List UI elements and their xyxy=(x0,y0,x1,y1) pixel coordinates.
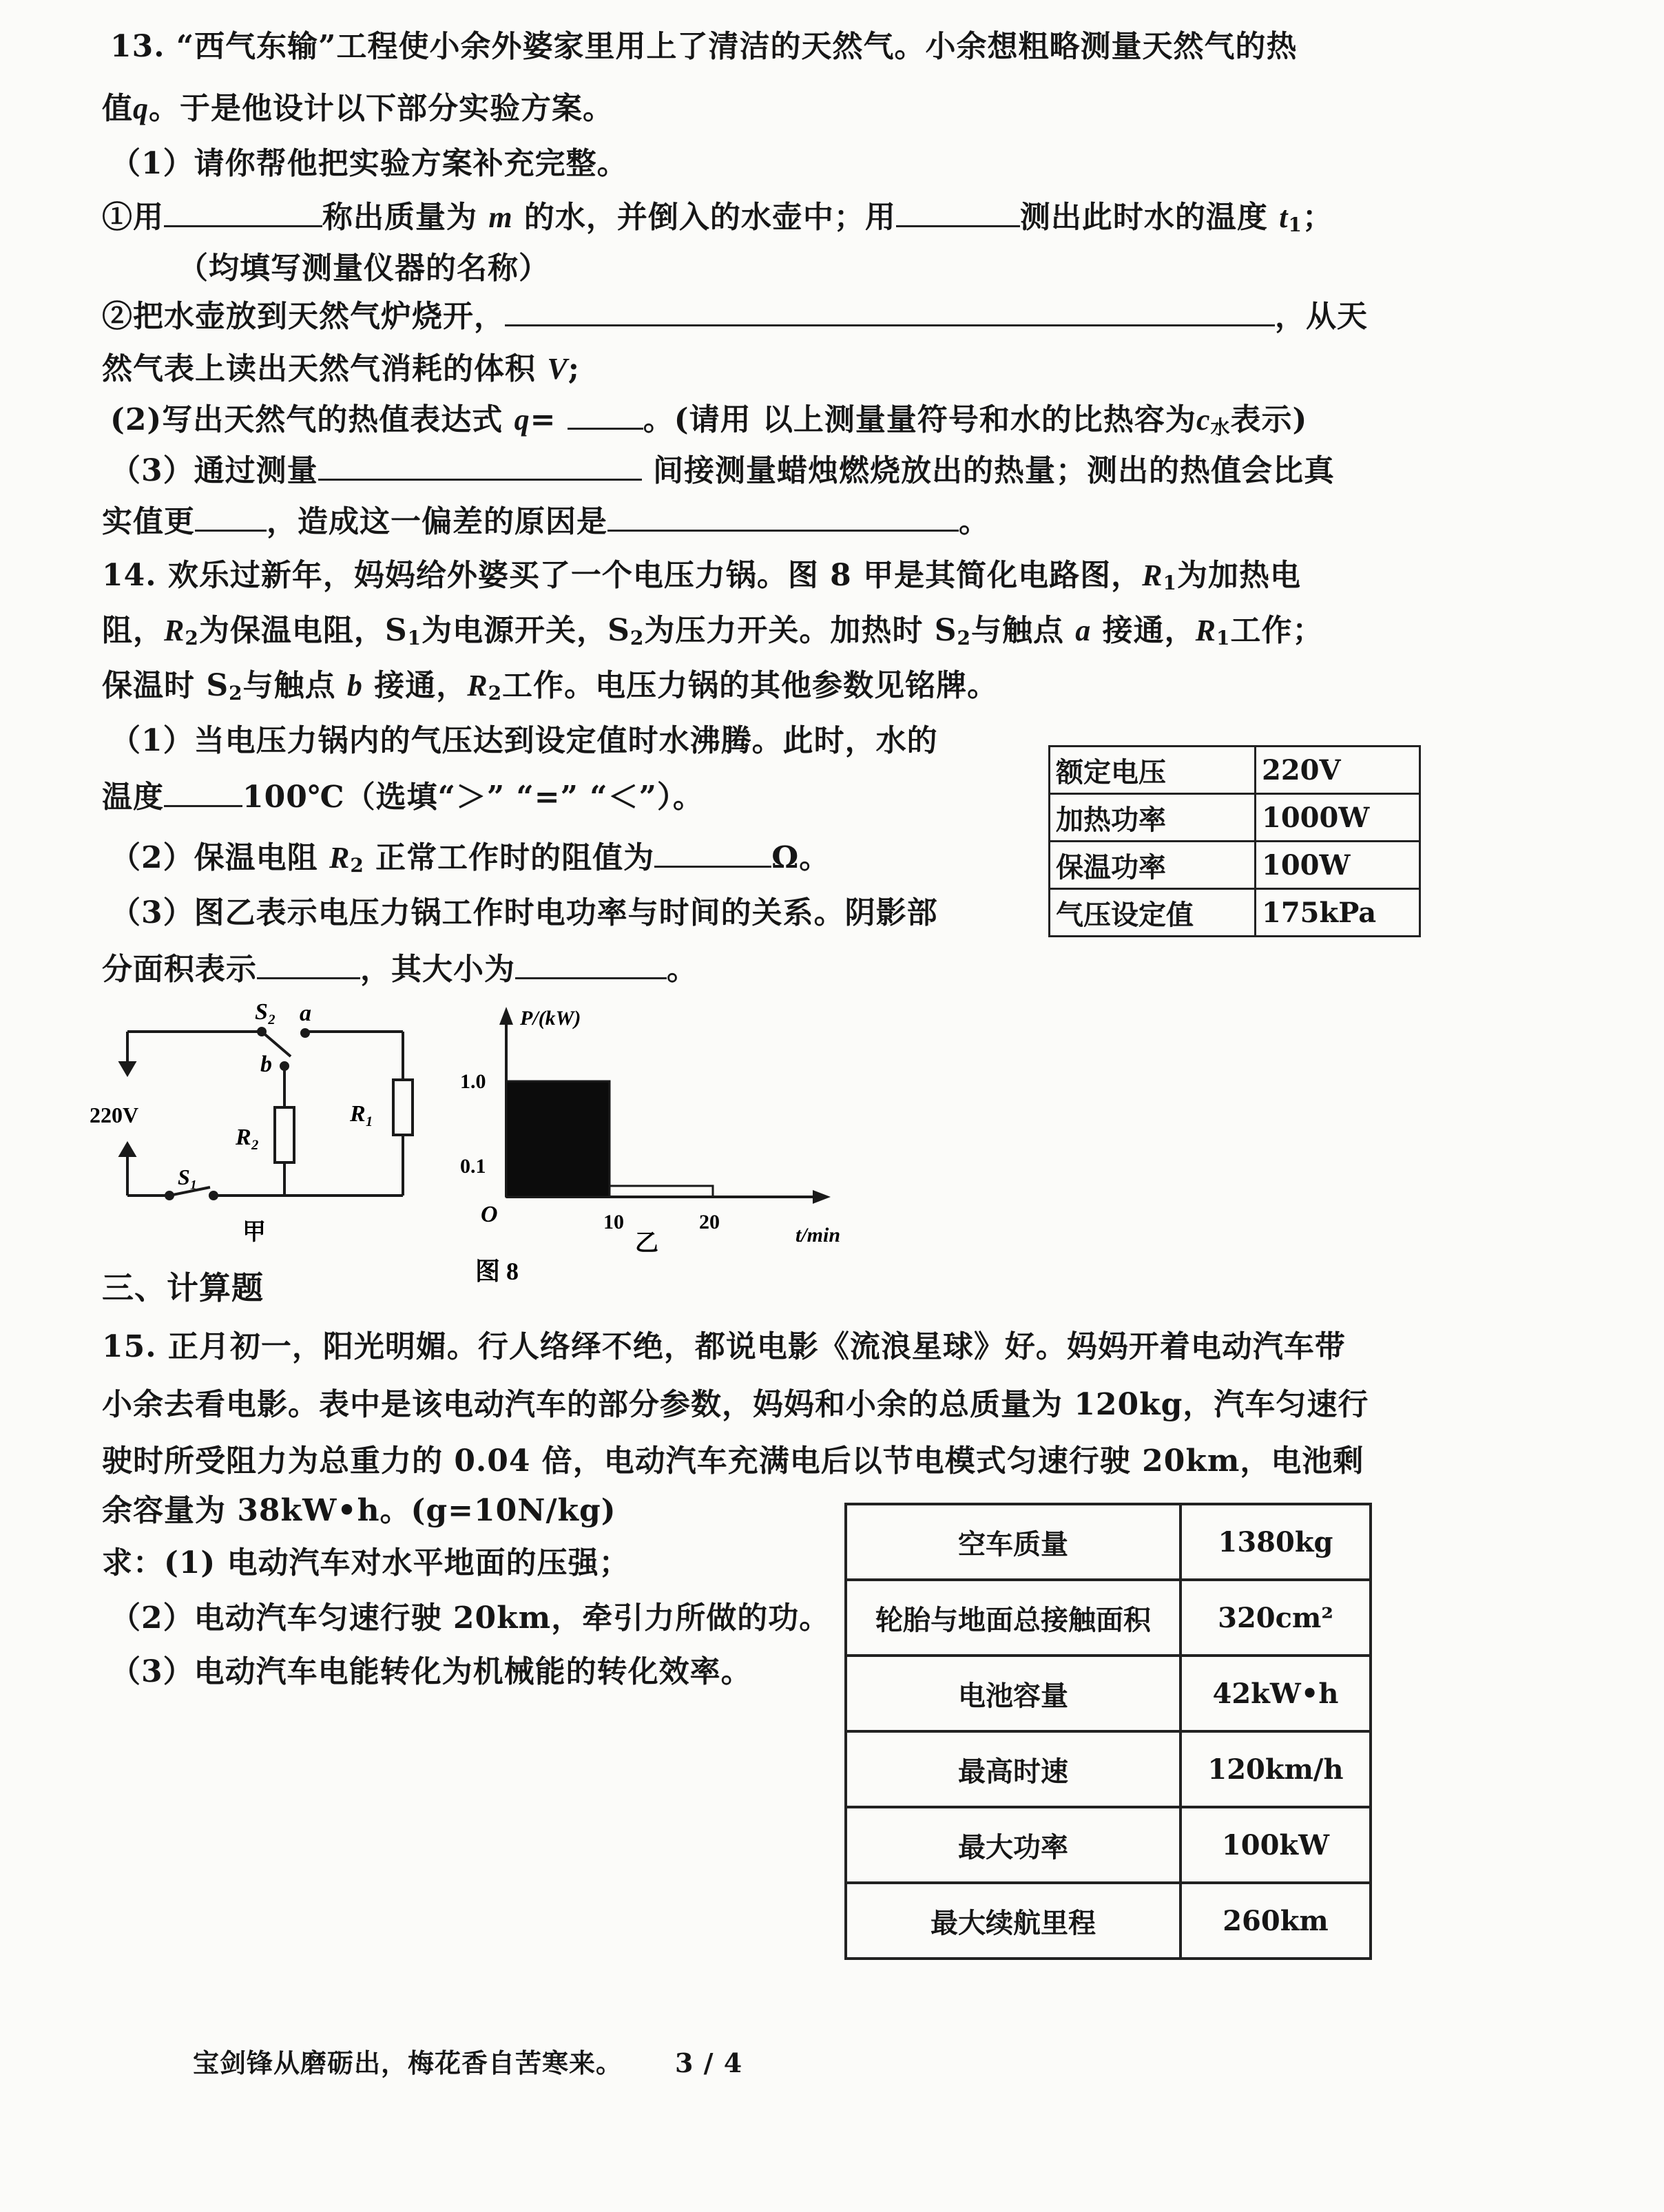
q14-p3-d: 。 xyxy=(667,952,698,987)
nameplate-row xyxy=(1050,794,1420,842)
q14-line2 xyxy=(102,610,1323,651)
q13-step1-note: （均填写测量仪器的名称） xyxy=(178,251,550,286)
x-tick-10: 10 xyxy=(603,1211,624,1233)
r2-resistor xyxy=(275,1107,294,1162)
y-axis-arrow-icon xyxy=(499,1007,513,1025)
car-param-key: 电池容量 xyxy=(846,1656,1181,1731)
car-row xyxy=(846,1807,1371,1883)
q14-p2 xyxy=(110,837,830,879)
q14-p3-line2 xyxy=(102,949,698,990)
q13-step2-b: ，从天 xyxy=(1275,299,1368,334)
car-row xyxy=(846,1580,1371,1656)
graph-caption: 乙 xyxy=(635,1231,658,1256)
q14-p2-b: 正常工作时的阻值为 xyxy=(375,840,655,875)
q14-p2-a: （2）保温电阻 xyxy=(110,840,318,875)
answer-blank-step2[interactable] xyxy=(505,297,1275,326)
q13-step2 xyxy=(102,296,1368,337)
car-param-value: 42kW•h xyxy=(1181,1656,1371,1731)
var-b: b xyxy=(346,669,363,702)
q13-part2-c: 。(请用 以上测量量符号和水的比热容为 xyxy=(643,402,1196,437)
power-time-graph xyxy=(455,997,868,1286)
var-R2-c: R xyxy=(329,841,351,875)
q13-step2-c: 然气表上读出天然气消耗的体积 xyxy=(102,351,536,386)
keep-warm-power-bar xyxy=(610,1186,713,1197)
q13-line2-tail: 。于是他设计以下部分实验方案。 xyxy=(149,91,614,126)
var-R1-b-sub: 1 xyxy=(1216,627,1231,649)
var-q: q xyxy=(133,92,149,125)
label-220v: 220V xyxy=(90,1103,139,1127)
q15-ask2: （2）电动汽车匀速行驶 20km，牵引力所做的功。 xyxy=(110,1600,831,1636)
bars-group xyxy=(506,1081,713,1197)
var-R2: R xyxy=(164,614,185,647)
q15-line3: 驶时所受阻力为总重力的 0.04 倍，电动汽车充满电后以节电模式匀速行驶 20km，电池剩 xyxy=(102,1443,1364,1479)
car-param-value: 1380kg xyxy=(1181,1504,1371,1580)
nameplate-row xyxy=(1050,889,1420,937)
q15-line4: 余容量为 38kW•h。(g=10N/kg) xyxy=(102,1493,616,1528)
q14-line2-f: 接通， xyxy=(1102,613,1196,648)
q13-part3-e: 。 xyxy=(959,504,990,539)
car-param-key: 最大功率 xyxy=(846,1807,1181,1883)
q14-p1-b: 温度 xyxy=(102,780,164,815)
car-param-key: 最高时速 xyxy=(846,1731,1181,1807)
var-R2-b: R xyxy=(467,669,488,702)
s1-sub: 1 xyxy=(407,627,422,649)
q13-step1-d: 测出此时水的温度 xyxy=(1019,200,1268,235)
q13-step1-b: 称出质量为 xyxy=(322,200,477,235)
label-r1: R₁ xyxy=(350,1101,374,1127)
q13-part3-line2 xyxy=(102,501,990,543)
q14-p2-c: Ω。 xyxy=(771,840,831,875)
x-axis-label: t/min xyxy=(795,1224,841,1246)
q13-step1-e: ； xyxy=(1302,200,1333,235)
q14-line1 xyxy=(102,555,1301,596)
var-m: m xyxy=(488,200,513,234)
nameplate-value: 175kPa xyxy=(1256,889,1420,937)
var-R1: R xyxy=(1142,559,1163,592)
car-row xyxy=(846,1883,1371,1959)
q13-step2-a: ②把水壶放到天然气炉烧开， xyxy=(102,299,505,334)
label-s2: S₂ xyxy=(255,999,276,1025)
q14-line2-e: 与触点 xyxy=(970,613,1064,648)
q14-line3-b: 与触点 xyxy=(242,668,336,703)
q13-part3 xyxy=(110,450,1335,492)
q15-ask1: 求：(1) 电动汽车对水平地面的压强； xyxy=(102,1545,630,1580)
s1-contact xyxy=(210,1192,217,1199)
answer-blank-area-value[interactable] xyxy=(515,950,667,979)
q14-p1-c: 100℃（选填“＞” “=” “＜”）。 xyxy=(242,780,704,815)
q13-line2-text: 值 xyxy=(102,91,133,126)
car-row xyxy=(846,1731,1371,1807)
answer-blank-resistance[interactable] xyxy=(654,838,771,868)
car-row xyxy=(846,1656,1371,1731)
q13-step1 xyxy=(102,197,1333,238)
var-t: t xyxy=(1279,200,1289,234)
x-tick-20: 20 xyxy=(699,1211,720,1233)
var-a: a xyxy=(1075,614,1092,647)
q13-line2 xyxy=(102,88,614,129)
car-param-value: 120km/h xyxy=(1181,1731,1371,1807)
nameplate-value: 100W xyxy=(1256,842,1420,889)
answer-blank-instrument-2[interactable] xyxy=(896,198,1020,227)
nameplate-key: 额定电压 xyxy=(1050,747,1256,794)
car-row xyxy=(846,1504,1371,1580)
car-param-value: 320cm² xyxy=(1181,1580,1371,1656)
nameplate-key: 气压设定值 xyxy=(1050,889,1256,937)
q14-p3-b: 分面积表示 xyxy=(102,952,257,987)
q14-line1-text: 14. 欢乐过新年，妈妈给外婆买了一个电压力锅。图 8 甲是其简化电路图， xyxy=(102,558,1143,593)
s2-sub: 2 xyxy=(630,627,645,649)
x-axis-arrow-icon xyxy=(813,1190,831,1204)
var-R2-sub: 2 xyxy=(185,627,199,649)
page-number: 3 / 4 xyxy=(675,2047,743,2078)
car-param-key: 最大续航里程 xyxy=(846,1883,1181,1959)
s2-sub-c: 2 xyxy=(229,682,243,705)
q13-part3-c: 实值更 xyxy=(102,504,195,539)
q14-line2-b: 为保温电阻，S xyxy=(198,613,408,648)
q14-line3 xyxy=(102,665,998,707)
answer-blank-reason[interactable] xyxy=(607,502,959,532)
var-R2-b-sub: 2 xyxy=(488,682,503,705)
var-R2-c-sub: 2 xyxy=(350,854,364,877)
q13-part2 xyxy=(110,399,1307,441)
nameplate-table xyxy=(1048,745,1421,937)
q14-line2-a: 阻， xyxy=(102,613,164,648)
q13-line1: 13. “西气东输”工程使小余外婆家里用上了清洁的天然气。小余想粗略测量天然气的热 xyxy=(110,29,1298,64)
q13-part3-b: 间接测量蜡烛燃烧放出的热量；测出的热值会比真 xyxy=(652,453,1335,488)
r1-resistor xyxy=(393,1080,413,1135)
q14-line2-d: 为压力开关。加热时 S xyxy=(644,613,957,648)
contact-a xyxy=(302,1030,309,1036)
arrow-up-icon xyxy=(121,1144,134,1156)
q13-step1-c: 的水，并倒入的水壶中；用 xyxy=(523,200,896,235)
var-V: V xyxy=(547,352,568,386)
q14-line2-c: 为电源开关，S xyxy=(422,613,630,648)
q13-part2-b: = xyxy=(530,402,557,437)
footer-motto: 宝剑锋从磨砺出，梅花香自苦寒来。 xyxy=(193,2047,623,2078)
answer-blank-expression[interactable] xyxy=(568,400,643,430)
q14-line3-d: 工作。电压力锅的其他参数见铭牌。 xyxy=(502,668,999,703)
var-c: c xyxy=(1196,403,1211,437)
nameplate-value: 1000W xyxy=(1256,794,1420,842)
q13-part2-d: 表示) xyxy=(1230,402,1308,437)
var-c-sub: 水 xyxy=(1210,416,1231,439)
circuit-caption: 甲 xyxy=(242,1220,266,1245)
q14-line1-tail: 为加热电 xyxy=(1176,558,1301,593)
q13-part1: （1）请你帮他把实验方案补充完整。 xyxy=(110,146,628,181)
circuit-diagram xyxy=(90,997,434,1259)
y-tick-1-0: 1.0 xyxy=(460,1070,486,1093)
q14-line2-g: 工作； xyxy=(1230,613,1324,648)
q14-p1: （1）当电压力锅内的气压达到设定值时水沸腾。此时，水的 xyxy=(110,723,938,758)
figure-caption: 图 8 xyxy=(475,1258,519,1285)
label-a: a xyxy=(300,1001,311,1026)
q15-ask3: （3）电动汽车电能转化为机械能的转化效率。 xyxy=(110,1654,752,1689)
car-param-key: 空车质量 xyxy=(846,1504,1181,1580)
y-tick-0-1: 0.1 xyxy=(460,1155,486,1178)
var-R1-sub: 1 xyxy=(1163,572,1177,594)
section-title: 三、计算题 xyxy=(102,1269,264,1306)
q14-p3-c: ，其大小为 xyxy=(360,952,515,987)
car-parameter-table xyxy=(844,1503,1372,1960)
s2-sub-b: 2 xyxy=(957,627,971,649)
q13-part2-a: (2)写出天然气的热值表达式 xyxy=(110,402,503,437)
car-param-value: 100kW xyxy=(1181,1807,1371,1883)
q14-line3-a: 保温时 S xyxy=(102,668,229,703)
var-q-2: q xyxy=(514,403,530,437)
q14-p1-line2 xyxy=(102,777,704,818)
q13-part3-a: （3）通过测量 xyxy=(110,453,318,488)
q15-line2: 小余去看电影。表中是该电动汽车的部分参数，妈妈和小余的总质量为 120kg，汽车匀速行 xyxy=(102,1387,1369,1422)
q14-line3-c: 接通， xyxy=(374,668,468,703)
nameplate-row xyxy=(1050,842,1420,889)
nameplate-key: 加热功率 xyxy=(1050,794,1256,842)
q15-line1: 15. 正月初一，阳光明媚。行人络绎不绝，都说电影《流浪星球》好。妈妈开着电动汽车带 xyxy=(102,1329,1346,1364)
answer-blank-compare[interactable] xyxy=(164,778,242,807)
arrow-down-icon xyxy=(121,1063,134,1074)
answer-blank-area-meaning[interactable] xyxy=(257,950,360,979)
car-param-value: 260km xyxy=(1181,1883,1371,1959)
origin-label: O xyxy=(481,1202,498,1227)
nameplate-value: 220V xyxy=(1256,747,1420,794)
label-s1: S₁ xyxy=(178,1165,198,1189)
nameplate-key: 保温功率 xyxy=(1050,842,1256,889)
y-axis-label: P/(kW) xyxy=(520,1007,581,1030)
var-R1-b: R xyxy=(1195,614,1216,647)
car-param-key: 轮胎与地面总接触面积 xyxy=(846,1580,1181,1656)
q13-step2-line2 xyxy=(102,348,580,390)
label-b: b xyxy=(260,1052,272,1077)
q13-step2-d: ; xyxy=(568,351,580,386)
q13-step1-a: ①用 xyxy=(102,200,164,235)
q13-part3-d: ，造成这一偏差的原因是 xyxy=(267,504,607,539)
var-t-sub: 1 xyxy=(1288,213,1302,236)
answer-blank-measure[interactable] xyxy=(318,451,642,481)
q14-p3: （3）图乙表示电压力锅工作时电功率与时间的关系。阴影部 xyxy=(110,895,938,930)
answer-blank-bigger-smaller[interactable] xyxy=(195,502,267,532)
nameplate-row xyxy=(1050,747,1420,794)
label-r2: R₂ xyxy=(236,1125,260,1150)
answer-blank-instrument-1[interactable] xyxy=(164,198,322,227)
heating-power-bar xyxy=(506,1081,610,1197)
